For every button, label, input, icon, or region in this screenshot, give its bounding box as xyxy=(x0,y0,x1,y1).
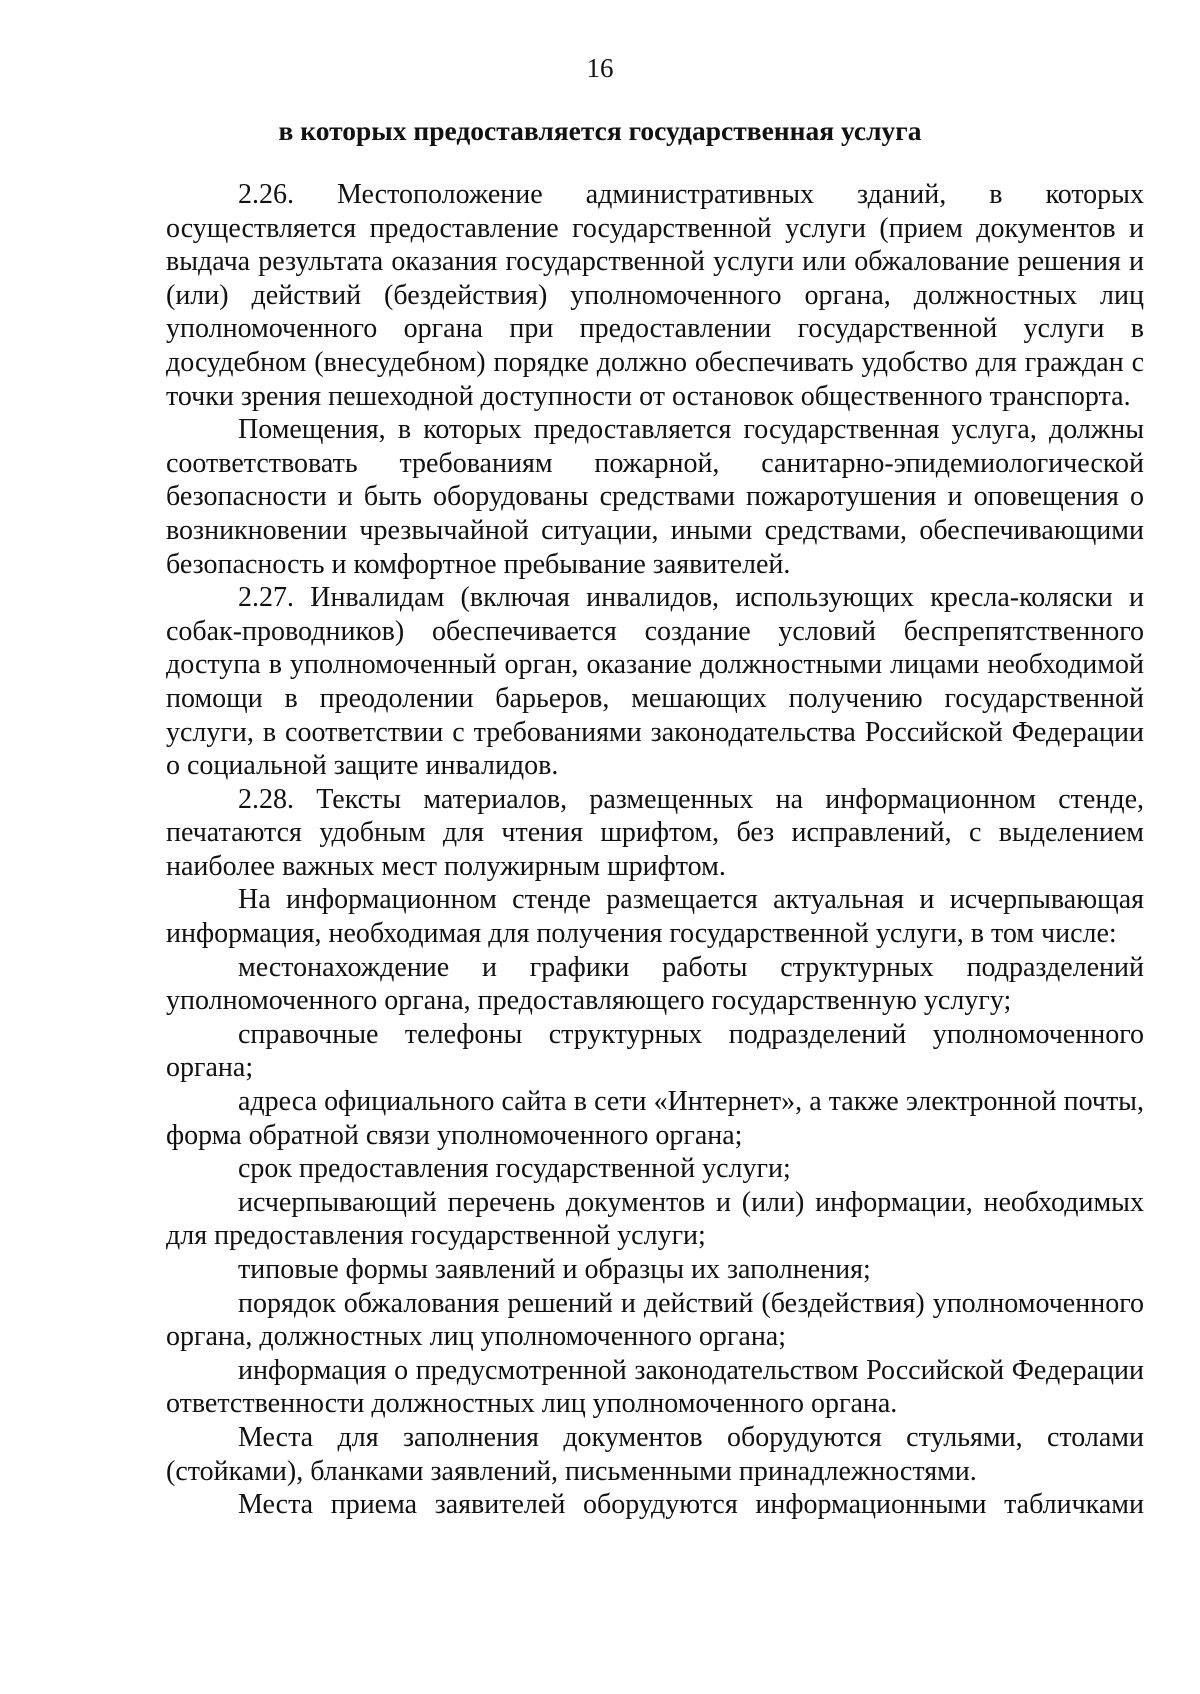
list-item-appeal: порядок обжалования решений и действий (бездействия) уполномоченного органа, должностных лиц уполномоченного органа; xyxy=(166,1287,1144,1353)
page-number: 16 xyxy=(586,53,614,83)
paragraph-2-26: 2.26. Местоположение административных зданий, в которых осуществляется предоставление государственной услуги (прием документов и выдача результата оказания государственной услуги или обжалование решения и (или) действий (бездействия) уполномоченного органа, должностных лиц уполномоченного органа при предоставлении государственной услуги в досудебном (внесудебном) порядке должно обеспечивать удобство для граждан с точки зрения пешеходной доступности от остановок общественного транспорта. xyxy=(166,179,1144,412)
paragraph-2-27: 2.27. Инвалидам (включая инвалидов, использующих кресла-коляски и собак-проводников) обеспечивается создание условий беспрепятственного доступа в уполномоченный орган, оказание должностными лицами необходимой помощи в преодолении барьеров, мешающих получению государственной услуги, в соответствии с требованиями законодательства Российской Федерации о социальной защите инвалидов. xyxy=(166,582,1144,782)
paragraph-reception-places: Места приема заявителей оборудуются информационными табличками xyxy=(238,1489,1144,1521)
paragraph-filling-places: Места для заполнения документов оборудуются стульями, столами (стойками), бланками заявлений, письменными принадлежностями. xyxy=(166,1421,1144,1487)
paragraph-info-stand: На информационном стенде размещается актуальная и исчерпывающая информация, необходимая для получения государственной услуги, в том числе: xyxy=(166,884,1144,950)
paragraph-premises: Помещения, в которых предоставляется государственная услуга, должны соответствовать требованиям пожарной, санитарно-эпидемиологической безопасности и быть оборудованы средствами пожаротушения и оповещения о возникновении чрезвычайной ситуации, иными средствами, обеспечивающими безопасность и комфортное пребывание заявителей. xyxy=(166,414,1144,580)
list-item-location: местонахождение и графики работы структурных подразделений уполномоченного органа, предоставляющего государственную услугу; xyxy=(166,951,1144,1017)
list-item-forms: типовые формы заявлений и образцы их заполнения; xyxy=(238,1254,871,1285)
list-item-deadline: срок предоставления государственной услуги; xyxy=(238,1153,791,1185)
list-item-phones: справочные телефоны структурных подразделений уполномоченного органа; xyxy=(166,1018,1144,1084)
section-heading: в которых предоставляется государственная услуга xyxy=(278,115,922,146)
paragraph-2-28: 2.28. Тексты материалов, размещенных на информационном стенде, печатаются удобным для чтения шрифтом, без исправлений, с выделением наиболее важных мест полужирным шрифтом. xyxy=(166,783,1144,882)
list-item-liability: информация о предусмотренной законодательством Российской Федерации ответственности должностных лиц уполномоченного органа. xyxy=(166,1354,1144,1420)
list-item-website: адреса официального сайта в сети «Интернет», а также электронной почты, форма обратной связи уполномоченного органа; xyxy=(166,1086,1144,1151)
document-body xyxy=(166,178,1144,1522)
list-item-documents: исчерпывающий перечень документов и (или) информации, необходимых для предоставления государственной услуги; xyxy=(166,1186,1144,1252)
